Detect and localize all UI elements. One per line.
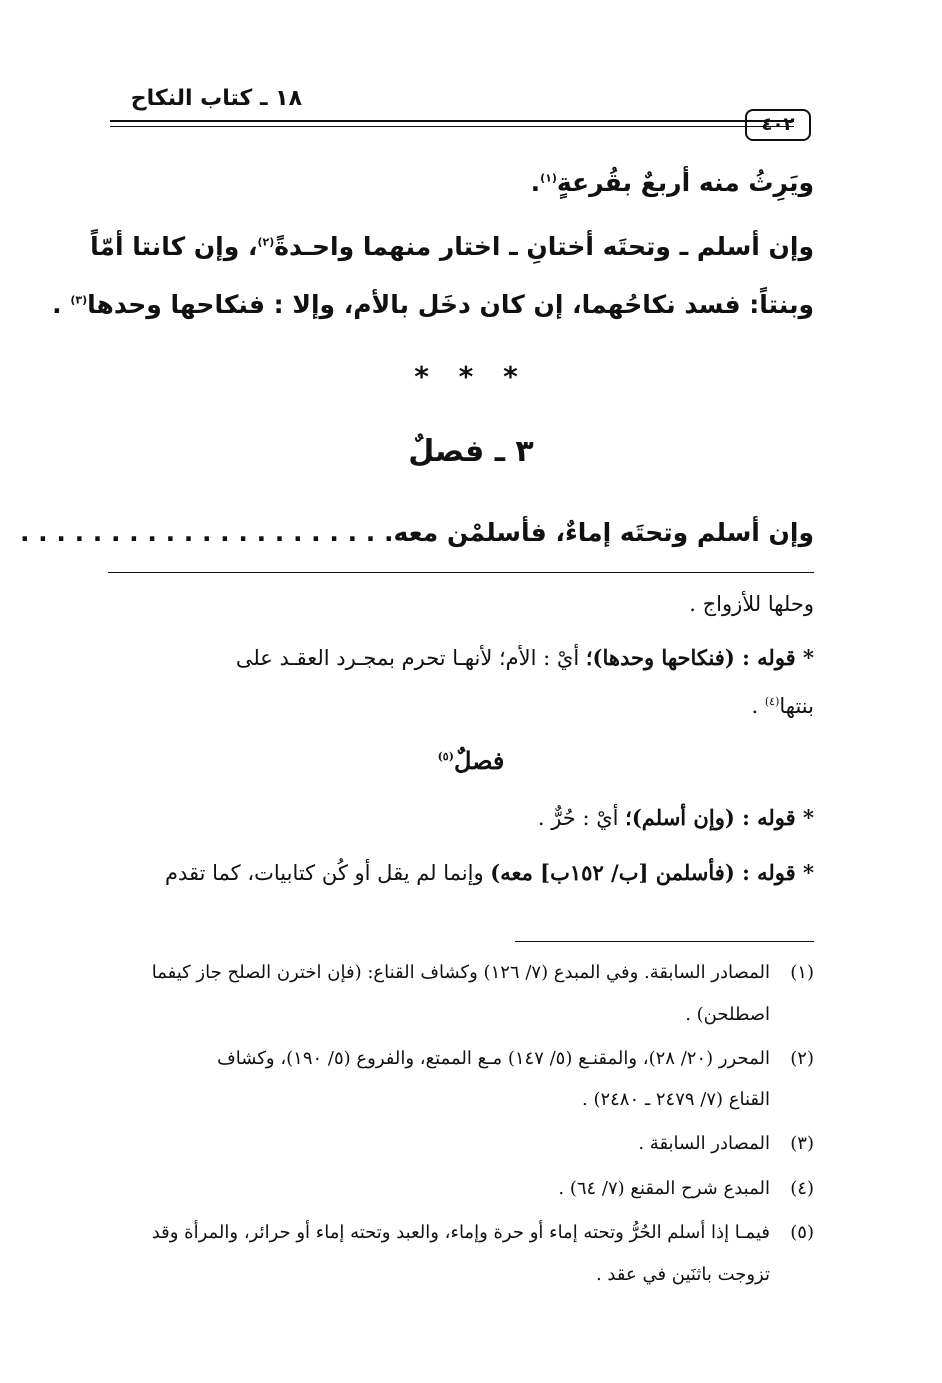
footnote-text: المبدع شرح المقنع (٧/ ٦٤) .	[558, 1178, 770, 1199]
footnote-3	[102, 1133, 814, 1154]
running-header-title: ١٨ ـ كتاب النكاح	[130, 86, 302, 111]
footnote-marker: (١)	[540, 171, 557, 185]
star-bullet: *	[795, 860, 814, 885]
main-text: وإن أسلم وتحتَه إماءٌ، فأسلمْن معه	[393, 518, 814, 547]
footnote-text: فيمـا إذا أسلم الحُرُّ وتحته إماء أو حرة وإماء، والعبد وتحته إماء أو حرائر، والمرأة وقد	[151, 1222, 770, 1243]
main-text: وبنتاً: فسد نكاحُهما، إن كان دخَل بالأم، وإلا : فنكاحها وحدها	[87, 290, 814, 319]
footnote-marker: (٢)	[257, 235, 275, 249]
footnote-2	[102, 1048, 814, 1069]
leader-dots: . . . . . . . . . . . . . . . . . . . . .	[19, 518, 394, 547]
footnote-marker: (٣)	[70, 293, 88, 307]
commentary-text: أيْ : حُرٌّ .	[537, 806, 626, 830]
footnote-1	[102, 962, 814, 983]
footnote-divider	[515, 941, 814, 942]
quoted-phrase: قوله : (فأسلمن [ب/ ١٥٢ب] معه)	[490, 860, 796, 885]
quoted-phrase: قوله : (وإن أسلم)؛	[625, 805, 796, 830]
commentary-line-5	[102, 860, 814, 885]
commentary-line-3	[102, 694, 814, 718]
commentary-text: بنتها	[779, 694, 814, 718]
quoted-phrase: قوله : (فنكاحها وحدها)؛	[585, 645, 796, 670]
footnote-1-continued: اصطلحن) .	[685, 1004, 770, 1025]
commentary-line-1: وحلها للأزواج .	[689, 592, 814, 616]
punctuation: .	[52, 290, 71, 319]
footnote-number: (١)	[790, 962, 814, 983]
commentary-text: أيْ : الأم؛ لأنهـا تحرم بمجـرد العقـد على	[235, 646, 586, 670]
commentary-line-2	[102, 645, 814, 670]
section-title: ٣ ـ فصلٌ	[408, 434, 534, 469]
commentary-line-4	[102, 805, 814, 830]
footnote-number: (٥)	[790, 1222, 814, 1243]
footnote-text: المصادر السابقة. وفي المبدع (٧/ ١٢٦) وكشاف القناع: (فإن اخترن الصلح جاز كيفما	[151, 962, 770, 983]
footnote-5-continued: تزوجت باثنَين في عقد .	[595, 1264, 770, 1285]
commentary-text: وإنما لم يقل أو كُن كتابيات، كما تقدم	[164, 861, 491, 885]
footnote-number: (٣)	[790, 1133, 814, 1154]
main-text: ويَرِثُ منه أربعٌ بقُرعةٍ	[556, 168, 814, 197]
main-text-line-2	[90, 232, 814, 261]
main-text-line-4	[19, 518, 814, 547]
footnote-text: المحرر (٢٠/ ٢٨)، والمقنـع (٥/ ١٤٧) مـع الممتع، والفروع (٥/ ١٩٠)، وكشاف	[217, 1048, 770, 1069]
header-rule-thin	[110, 126, 794, 127]
section-separator: * * *	[414, 360, 528, 393]
page-number-badge: ٤٠٢	[745, 109, 811, 141]
footnote-marker: (٤)	[764, 695, 780, 708]
main-text-line-1	[104, 168, 814, 197]
subsection-title	[0, 746, 942, 775]
main-text: وإن أسلم ـ وتحتَه أختانِ ـ اختار منهما واحـدةً	[274, 232, 814, 261]
main-text: ، وإن كانتا أمّاً	[90, 232, 258, 261]
text-commentary-divider	[108, 572, 814, 573]
star-bullet: *	[795, 805, 814, 830]
footnote-2-continued: القناع (٧/ ٢٤٧٩ ـ ٢٤٨٠) .	[582, 1089, 770, 1110]
footnote-marker: (٥)	[437, 750, 454, 763]
subsection-title-text: فصلٌ	[453, 746, 505, 775]
main-text-line-3	[52, 290, 814, 319]
punctuation: .	[751, 694, 765, 718]
footnote-5	[102, 1222, 814, 1243]
footnote-4	[102, 1178, 814, 1199]
punctuation: .	[530, 168, 541, 197]
star-bullet: *	[795, 645, 814, 670]
footnote-text: المصادر السابقة .	[638, 1133, 770, 1154]
footnote-number: (٢)	[790, 1048, 814, 1069]
header-rule	[110, 120, 794, 122]
footnote-number: (٤)	[790, 1178, 814, 1199]
